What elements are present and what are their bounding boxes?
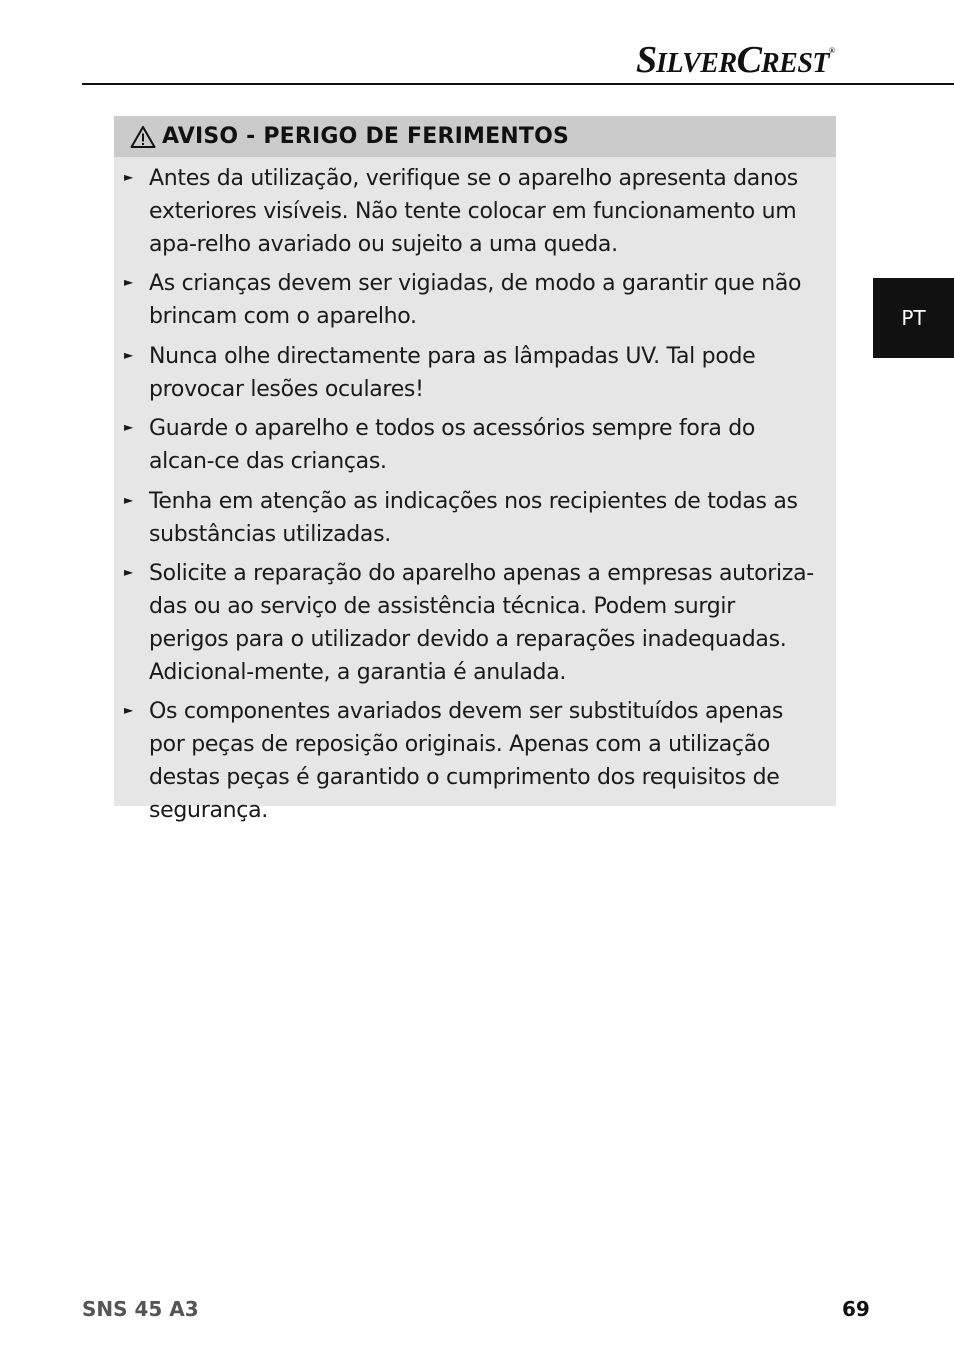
footer-model: SNS 45 A3: [82, 1297, 199, 1321]
brand-logo: [636, 38, 866, 81]
arrow-right-icon: ►: [124, 493, 134, 507]
brand-letter-s: S: [636, 39, 657, 81]
brand-text-rest: REST: [761, 48, 830, 79]
warning-triangle-icon: [130, 125, 156, 149]
list-item-text: Solicite a reparação do aparelho apenas a empresas autoriza-das ou ao serviço de assistência técnica. Podem surgir perigos para o utilizador devido a reparações inadequadas. Adicional-mente, a garantia é anulada.: [149, 561, 814, 685]
list-item-text: As crianças devem ser vigiadas, de modo a garantir que não brincam com o aparelho.: [149, 271, 802, 329]
list-item-text: Antes da utilização, verifique se o aparelho apresenta danos exteriores visíveis. Não tente colocar em funcionamento um apa-relho avariado ou sujeito a uma queda.: [149, 166, 798, 257]
list-item-text: Os componentes avariados devem ser substituídos apenas por peças de reposição originais. Apenas com a utilização destas peças é garantido o cumprimento dos requisitos de segurança.: [149, 699, 784, 823]
arrow-right-icon: ►: [124, 420, 134, 434]
list-item-text: Nunca olhe directamente para as lâmpadas UV. Tal pode provocar lesões oculares!: [149, 344, 756, 402]
arrow-right-icon: ►: [124, 703, 134, 717]
header-rule: [82, 83, 954, 85]
warning-header: [114, 116, 836, 157]
warning-title: AVISO - PERIGO DE FERIMENTOS: [162, 124, 570, 149]
registered-mark: ®: [829, 46, 836, 55]
page-number: 69: [842, 1297, 870, 1321]
warning-box: [114, 116, 836, 823]
language-tab: [873, 278, 954, 358]
arrow-right-icon: ►: [124, 170, 134, 184]
brand-text-ilver: ILVER: [656, 48, 737, 79]
list-item-text: Guarde o aparelho e todos os acessórios sempre fora do alcan-ce das crianças.: [149, 416, 756, 474]
arrow-right-icon: ►: [124, 348, 134, 362]
brand-letter-c: C: [736, 39, 761, 81]
arrow-right-icon: ►: [124, 275, 134, 289]
language-tab-label: PT: [901, 306, 926, 330]
arrow-right-icon: ►: [124, 565, 134, 579]
list-item-text: Tenha em atenção as indicações nos recipientes de todas as substâncias utilizadas.: [149, 489, 798, 547]
